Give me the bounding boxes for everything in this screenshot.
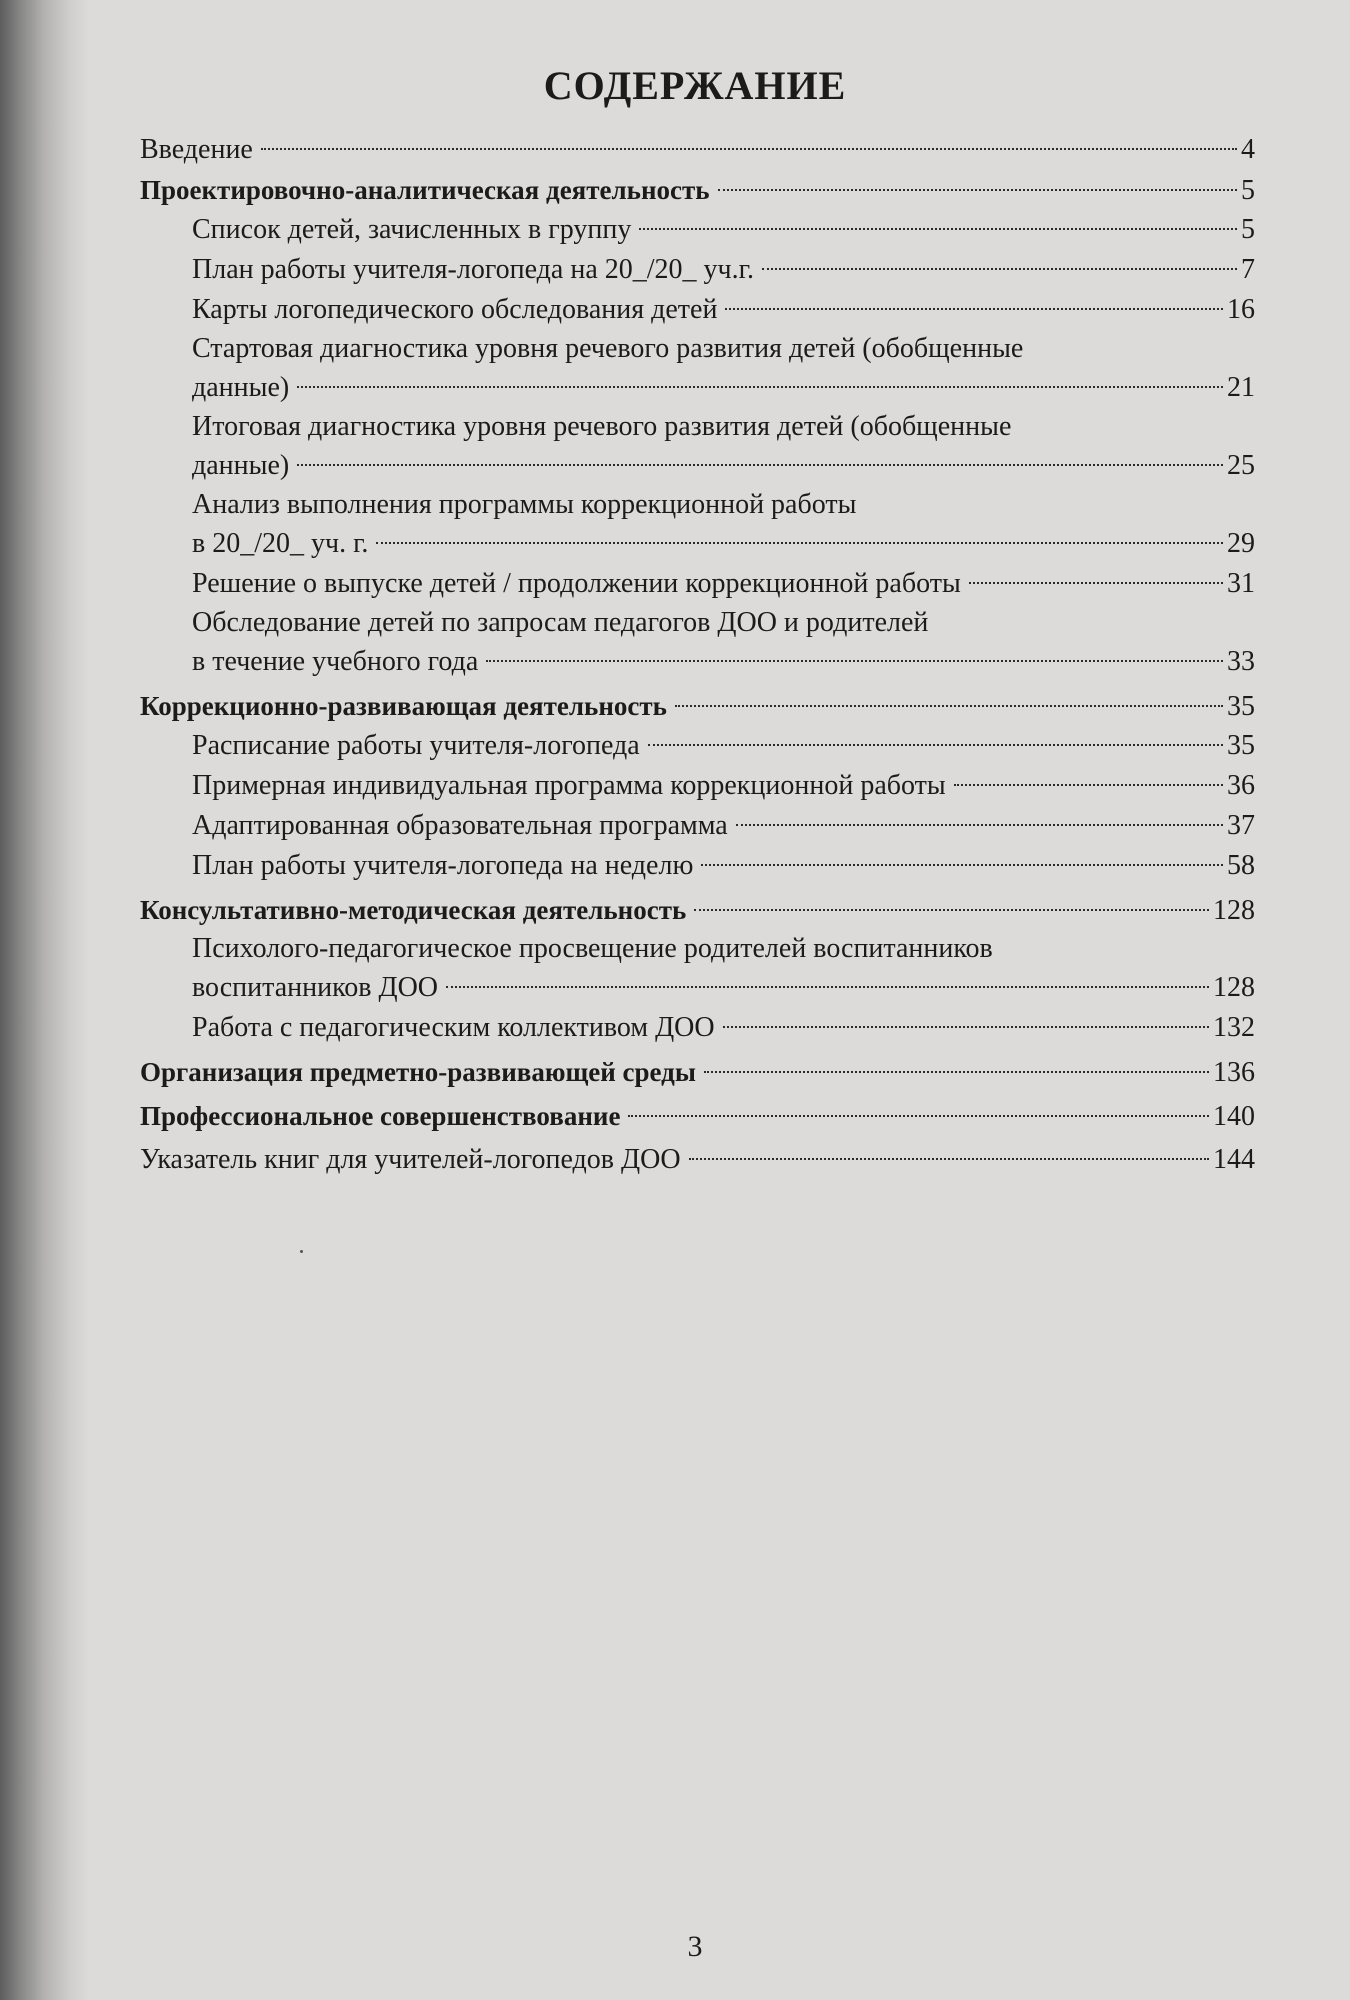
toc-entry-label-line2: данные)	[192, 450, 290, 481]
toc-entry-page: 25	[1227, 450, 1255, 481]
dot-leader	[969, 582, 1223, 584]
binding-shadow	[0, 0, 90, 2000]
toc-entry-label-line1: Анализ выполнения программы коррекционной работы	[192, 489, 857, 520]
toc-entry-label: План работы учителя-логопеда на неделю	[192, 850, 694, 881]
toc-entry-page: 37	[1227, 810, 1255, 841]
toc-entry-page: 5	[1241, 214, 1255, 245]
toc-section-correction	[140, 686, 1255, 726]
toc-section-consulting	[140, 890, 1255, 930]
toc-section-label: Организация предметно-развивающей среды	[140, 1057, 696, 1087]
toc-entry-introduction	[140, 130, 1255, 170]
toc-entry-page: 33	[1227, 646, 1255, 677]
toc-entry-page: 5	[1241, 175, 1255, 206]
toc-entry-page: 128	[1213, 895, 1255, 926]
dot-leader	[376, 542, 1223, 544]
toc-entry-parent-education	[140, 930, 1255, 1008]
toc-entry-label-line2: данные)	[192, 372, 290, 403]
dot-leader	[297, 464, 1223, 466]
toc-entry-requests-exam	[140, 604, 1255, 682]
toc-entry-page: 35	[1227, 730, 1255, 761]
toc-section-label: Консультативно-методическая деятельность	[140, 895, 687, 925]
dot-leader	[648, 744, 1223, 746]
dot-leader	[704, 1071, 1209, 1073]
dot-leader	[694, 909, 1209, 911]
toc-entry-label: Список детей, зачисленных в группу	[192, 214, 632, 245]
toc-entry-page: 35	[1227, 691, 1255, 722]
dot-leader	[297, 386, 1223, 388]
toc-entry-adapted-program	[140, 806, 1255, 846]
toc-section-environment	[140, 1052, 1255, 1092]
toc-entry-weekly-plan	[140, 846, 1255, 886]
toc-entry-page: 31	[1227, 568, 1255, 599]
toc-entry-label: План работы учителя-логопеда на 20_/20_ уч.г.	[192, 254, 754, 285]
dot-leader	[954, 784, 1223, 786]
dot-leader	[762, 268, 1237, 270]
dot-leader	[723, 1026, 1209, 1028]
toc-section-label: Коррекционно-развивающая деятельность	[140, 691, 667, 721]
toc-entry-schedule	[140, 726, 1255, 766]
toc-entry-program-analysis	[140, 486, 1255, 564]
toc-entry-label-line2: в 20_/20_ уч. г.	[192, 528, 369, 559]
toc-entry-page: 7	[1241, 254, 1255, 285]
dot-leader	[736, 824, 1223, 826]
toc-entry-staff-work	[140, 1008, 1255, 1048]
toc-entry-label-line1: Итоговая диагностика уровня речевого развития детей (обобщенные	[192, 411, 1012, 442]
toc-entry-label: Карты логопедического обследования детей	[192, 294, 718, 325]
toc-entry-label: Решение о выпуске детей / продолжении коррекционной работы	[192, 568, 961, 599]
toc-entry-work-plan	[140, 250, 1255, 290]
toc-entry-page: 16	[1227, 294, 1255, 325]
dot-leader	[718, 189, 1237, 191]
toc-entry-page: 21	[1227, 372, 1255, 403]
dot-leader	[261, 148, 1237, 150]
toc-entry-release-decision	[140, 564, 1255, 604]
toc-entry-page: 29	[1227, 528, 1255, 559]
toc-entry-page: 140	[1213, 1101, 1255, 1132]
print-speck	[300, 1250, 303, 1253]
toc-entry-page: 36	[1227, 770, 1255, 801]
toc-entry-label: Работа с педагогическим коллективом ДОО	[192, 1012, 715, 1043]
dot-leader	[701, 864, 1223, 866]
toc-section-design-analytics	[140, 170, 1255, 210]
toc-section-label: Профессиональное совершенствование	[140, 1101, 621, 1131]
toc-entry-final-diagnostics	[140, 408, 1255, 486]
toc-entry-page: 132	[1213, 1012, 1255, 1043]
toc-entry-individual-program	[140, 766, 1255, 806]
dot-leader	[725, 308, 1223, 310]
toc-entry-page: 144	[1213, 1144, 1255, 1175]
page-number: 3	[687, 1930, 703, 1963]
toc-entry-label-line1: Психолого-педагогическое просвещение родителей воспитанников	[192, 933, 993, 964]
toc-entry-page: 58	[1227, 850, 1255, 881]
toc-entry-label: Введение	[140, 134, 253, 165]
toc-title: СОДЕРЖАНИЕ	[543, 63, 847, 108]
dot-leader	[486, 660, 1223, 662]
toc-section-professional-growth	[140, 1096, 1255, 1136]
toc-entry-label: Примерная индивидуальная программа коррекционной работы	[192, 770, 946, 801]
toc-entry-label-line1: Стартовая диагностика уровня речевого развития детей (обобщенные	[192, 333, 1024, 364]
toc-entry-label: Адаптированная образовательная программа	[192, 810, 728, 841]
toc-entry-label: Указатель книг для учителей-логопедов ДОО	[140, 1144, 681, 1175]
toc-entry-label-line1: Обследование детей по запросам педагогов ДОО и родителей	[192, 607, 929, 638]
toc-entry-label-line2: в течение учебного года	[192, 646, 479, 677]
toc-entry-children-list	[140, 210, 1255, 250]
dot-leader	[628, 1115, 1209, 1117]
toc-entry-exam-cards	[140, 290, 1255, 330]
toc-entry-page: 136	[1213, 1057, 1255, 1088]
toc-entry-book-index	[140, 1140, 1255, 1180]
dot-leader	[689, 1158, 1209, 1160]
toc-entry-page: 4	[1241, 134, 1255, 165]
toc-entry-page: 128	[1213, 972, 1255, 1003]
toc-entry-start-diagnostics	[140, 330, 1255, 408]
table-of-contents	[140, 130, 1255, 1180]
dot-leader	[446, 986, 1209, 988]
dot-leader	[639, 228, 1237, 230]
toc-section-label: Проектировочно-аналитическая деятельность	[140, 175, 710, 205]
dot-leader	[675, 705, 1223, 707]
toc-entry-label-line2: воспитанников ДОО	[192, 972, 439, 1003]
toc-entry-label: Расписание работы учителя-логопеда	[192, 730, 640, 761]
